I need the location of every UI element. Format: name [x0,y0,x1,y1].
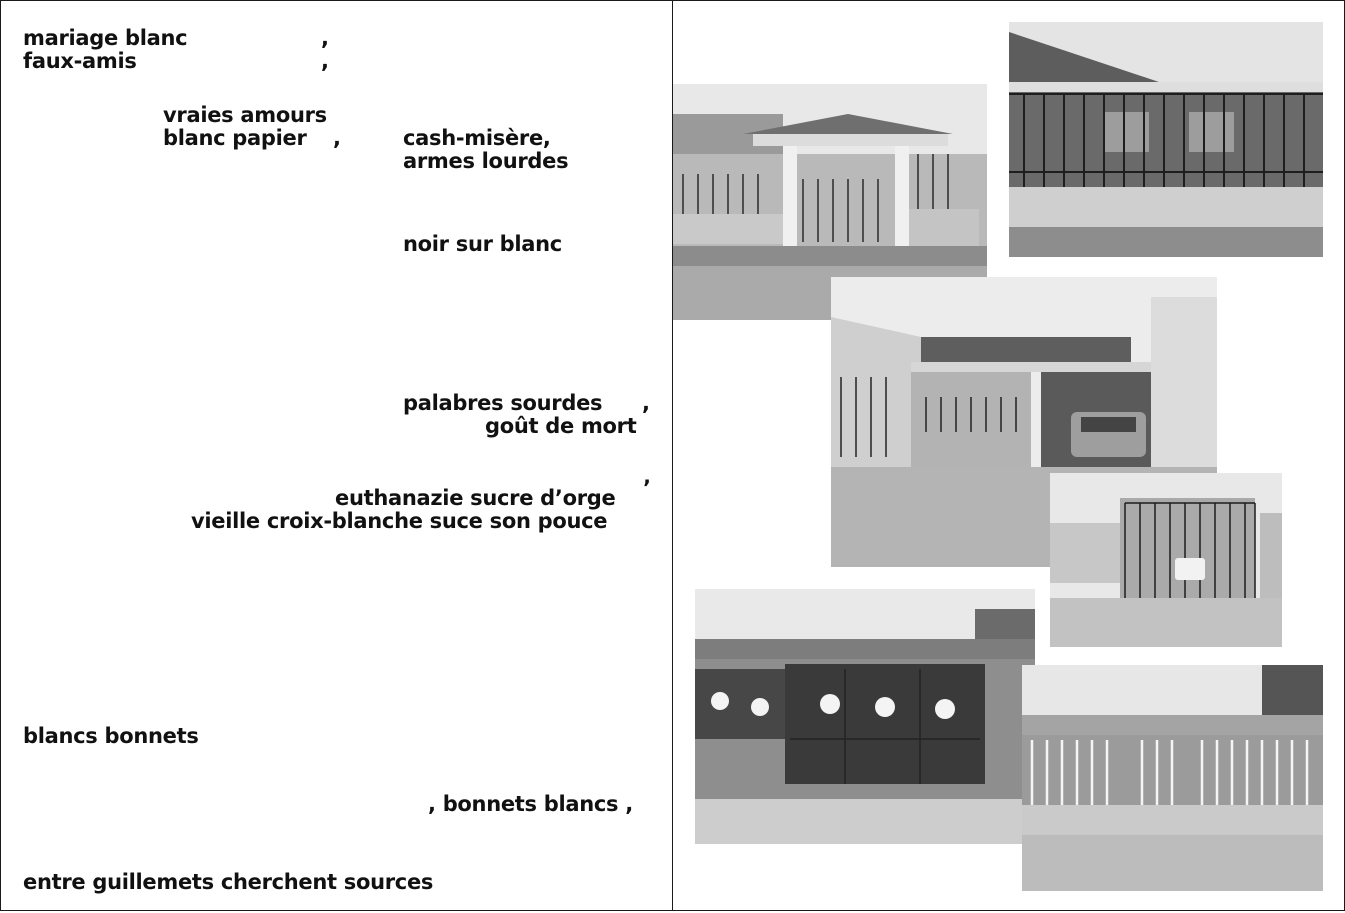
poem-line-palabres-sourdes: palabres sourdes [403,391,603,415]
poem-line-noir-sur-blanc: noir sur blanc [403,232,562,256]
poem-line-armes-lourdes: armes lourdes [403,149,569,173]
poem-line-blanc-papier: blanc papier [163,126,307,150]
house-with-ornamental-grille-photo [695,589,1035,844]
poem-line-vieille-croix-blanche: vieille croix-blanche suce son pouce [191,509,608,533]
poem-line-blancs-bonnets: blancs bonnets [23,724,199,748]
poem-line-mariage-blanc: mariage blanc [23,26,188,50]
house-with-white-bars-photo [1022,665,1323,891]
poem-comma: , [642,391,650,415]
poem-comma: , [333,126,341,150]
poem-line-faux-amis: faux-amis [23,49,137,73]
house-with-barred-veranda-photo [1009,22,1323,257]
poem-comma: , [321,49,329,73]
poem-line-euthanazie: euthanazie sucre d’orge [335,486,616,510]
poem-line-cash-misere: cash-misère, [403,126,551,150]
poem-line-entre-guillemets: entre guillemets cherchent sources [23,870,434,894]
poem-line-gout-de-mort: goût de mort [485,414,637,438]
poem-line-bonnets-blancs: , bonnets blancs , [428,792,633,816]
house-behind-iron-gate-photo [1050,473,1282,647]
poem-apostrophe: ’ [643,476,651,500]
poem-comma: , [321,26,329,50]
poem-line-vraies-amours: vraies amours [163,103,327,127]
